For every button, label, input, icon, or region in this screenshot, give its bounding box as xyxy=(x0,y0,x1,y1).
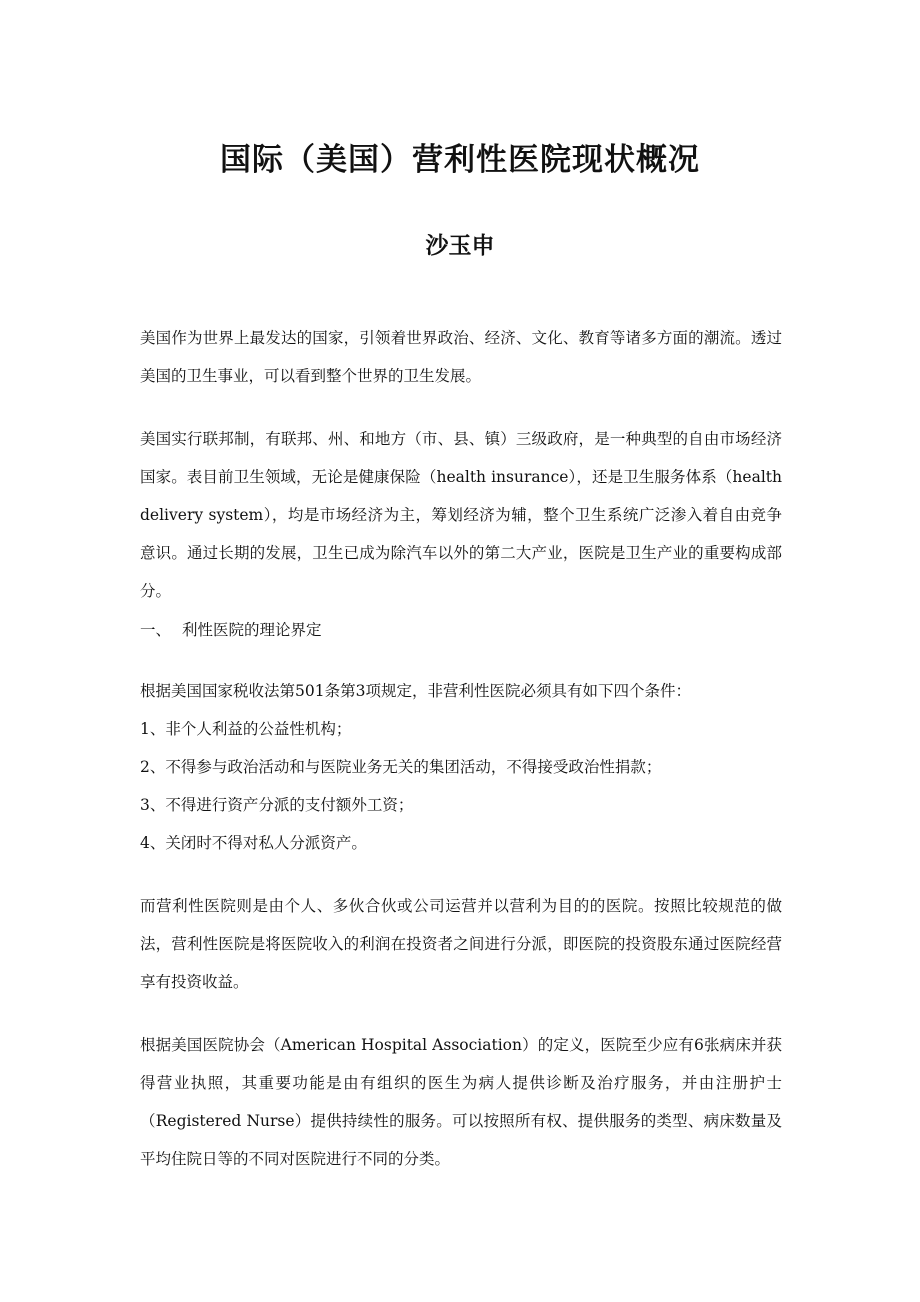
condition-item: 1、非个人利益的公益性机构； xyxy=(140,720,352,738)
for-profit-paragraph: 而营利性医院则是由个人、多伙合伙或公司运营并以营利为目的的医院。按照比较规范的做法，营利性医院是将医院收入的利润在投资者之间进行分派，即医院的投资股东通过医院经营享有投资收益。 xyxy=(140,897,782,991)
section-heading-text: 利性医院的理论界定 xyxy=(182,621,322,639)
aha-definition-paragraph: 根据美国医院协会（American Hospital Association）的定义，医院至少应有6张病床并获得营业执照，其重要功能是由有组织的医生为病人提供诊断及治疗服务，并由注册护士（Registered Nurse）提供持续性的服务。可以按照所有权、提供服务的类型、病床数量及平均住院日等的不同对医院进行不同的分类。 xyxy=(140,1036,782,1168)
condition-item: 4、关闭时不得对私人分派资产。 xyxy=(140,834,367,852)
condition-item: 3、不得进行资产分派的支付额外工资； xyxy=(140,796,414,814)
document-title: 国际（美国）营利性医院现状概况 xyxy=(220,142,700,178)
federal-system-paragraph: 美国实行联邦制，有联邦、州、和地方（市、县、镇）三级政府，是一种典型的自由市场经济国家。表目前卫生领域，无论是健康保险（health insurance），还是卫生服务体系（health delivery system），均是市场经济为主，筹划经济为辅，整个卫生系统广泛渗入着自由竞争意识。通过长期的发展，卫生已成为除汽车以外的第二大产业，医院是卫生产业的重要构成部分。 xyxy=(140,430,782,600)
document-author: 沙玉申 xyxy=(425,232,495,259)
law-intro: 根据美国国家税收法第501条第3项规定，非营利性医院必须具有如下四个条件： xyxy=(140,682,691,700)
section-heading xyxy=(140,611,782,649)
intro-paragraph: 美国作为世界上最发达的国家，引领着世界政治、经济、文化、教育等诸多方面的潮流。透过美国的卫生事业，可以看到整个世界的卫生发展。 xyxy=(140,329,782,385)
condition-item: 2、不得参与政治活动和与医院业务无关的集团活动，不得接受政治性捐款； xyxy=(140,758,662,776)
section-number: 一、 xyxy=(140,621,172,639)
